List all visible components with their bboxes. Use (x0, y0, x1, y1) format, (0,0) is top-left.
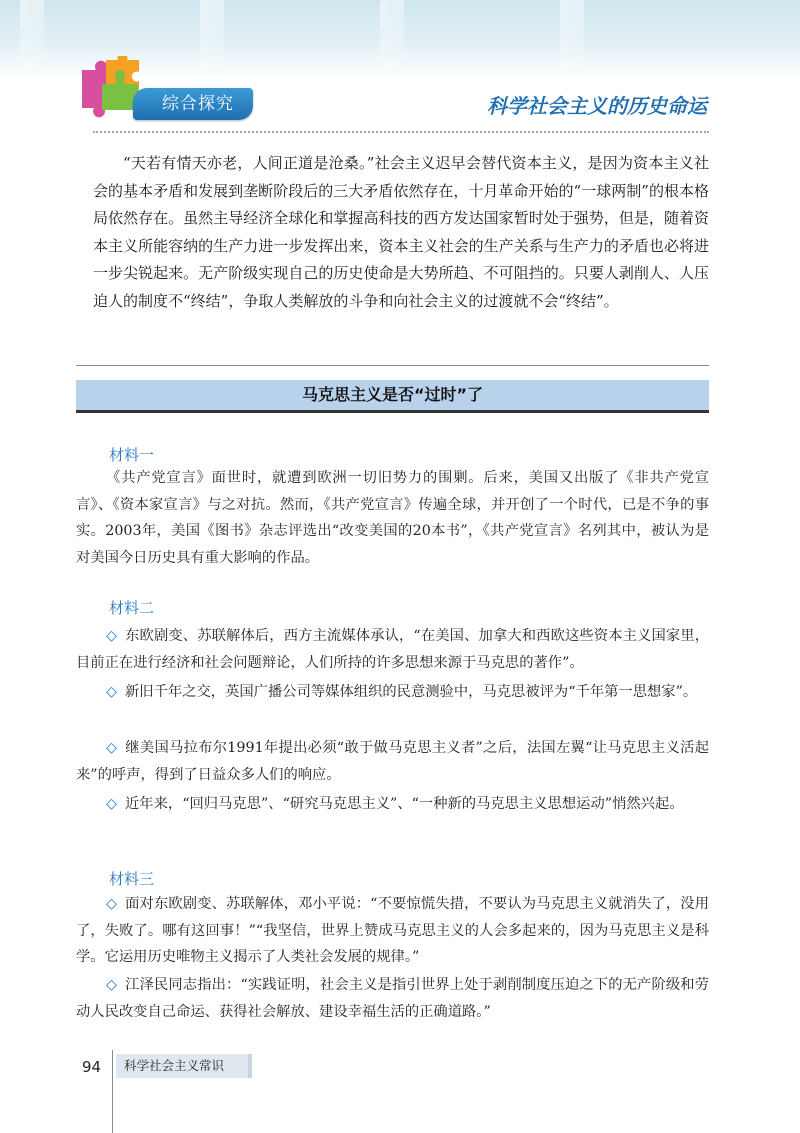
diamond-bullet-icon: ◇ (106, 896, 118, 912)
material-paragraph: ◇ 新旧千年之交，英国广播公司等媒体组织的民意测验中，马克思被评为“千年第一思想家”。 (106, 684, 698, 700)
material-paragraph: ◇ 近年来，“回归马克思”、“研究马克思主义”、“一种新的马克思主义思想运动”悄然兴起。 (106, 796, 684, 812)
header-pattern (20, 0, 44, 78)
divider (112, 1050, 113, 1133)
material-paragraph: 《共产党宣言》面世时，就遭到欧洲一切旧势力的围剿。后来，美国又出版了《非共产党宣言》、《资本家宣言》与之对抗。然而，《共产党宣言》传遍全球，并开创了一个时代，已是不争的事实。2003年，美国《图书》杂志评选出“改变美国的20本书”，《共产党宣言》名列其中，被认为是对美国今日历史具有重大影响的作品。 (76, 470, 709, 566)
diamond-bullet-icon: ◇ (106, 684, 118, 700)
section-tab: 综合探究 (133, 88, 253, 120)
intro-paragraph: “天若有情天亦老，人间正道是沧桑。”社会主义迟早会替代资本主义，是因为资本主义社会的基本矛盾和发展到垄断阶段后的三大矛盾依然存在，十月革命开始的“一球两制”的根本格局依然存在。虽然主导经济全球化和掌握高科技的西方发达国家暂时处于强势，但是，随着资本主义所能容纳的生产力进一步发挥出来，资本主义社会的生产关系与生产力的矛盾也必将进一步尖锐起来。无产阶级实现自己的历史使命是大势所趋、不可阻挡的。只要人剥削人、人压迫人的制度不“终结”，争取人类解放的斗争和向社会主义的过渡就不会“终结”。 (93, 154, 709, 310)
diamond-bullet-icon: ◇ (106, 977, 118, 993)
diamond-bullet-icon: ◇ (106, 796, 118, 812)
header-pattern (560, 0, 584, 78)
material-paragraph: ◇ 江泽民同志指出：“实践证明，社会主义是指引世界上处于剥削制度压迫之下的无产阶级和劳动人民改变自己命运、获得社会解放、建设幸福生活的正确道路。” (76, 977, 710, 1020)
page-number: 94 (82, 1058, 102, 1076)
header-pattern (200, 0, 224, 78)
divider (93, 131, 709, 133)
material-heading: 材料三 (109, 870, 155, 888)
material-paragraph: ◇ 继美国马拉布尔1991年提出必须“敢于做马克思主义者”之后，法国左翼“让马克思主义活起来”的呼声，得到了日益众多人们的响应。 (76, 740, 710, 783)
chapter-title: 科学社会主义的历史命运 (487, 94, 707, 118)
material-paragraph: ◇ 面对东欧剧变、苏联解体，邓小平说：“不要惊慌失措，不要认为马克思主义就消失了，没用了，失败了。哪有这回事！”“我坚信，世界上赞成马克思主义的人会多起来的，因为马克思主义是科学。它运用历史唯物主义揭示了人类社会发展的规律。” (76, 896, 710, 965)
diamond-bullet-icon: ◇ (106, 740, 118, 756)
material-paragraph: ◇ 东欧剧变、苏联解体后，西方主流媒体承认，“在美国、加拿大和西欧这些资本主义国家里，目前正在进行经济和社会问题辩论，人们所持的许多思想来源于马克思的著作”。 (76, 628, 710, 671)
divider (76, 365, 709, 366)
material-heading: 材料一 (109, 446, 155, 464)
material-heading: 材料二 (109, 599, 155, 617)
topic-banner: 马克思主义是否“过时”了 (76, 380, 709, 413)
header-pattern (380, 0, 404, 78)
book-title-tab: 科学社会主义常识 (116, 1054, 252, 1078)
diamond-bullet-icon: ◇ (106, 628, 118, 644)
